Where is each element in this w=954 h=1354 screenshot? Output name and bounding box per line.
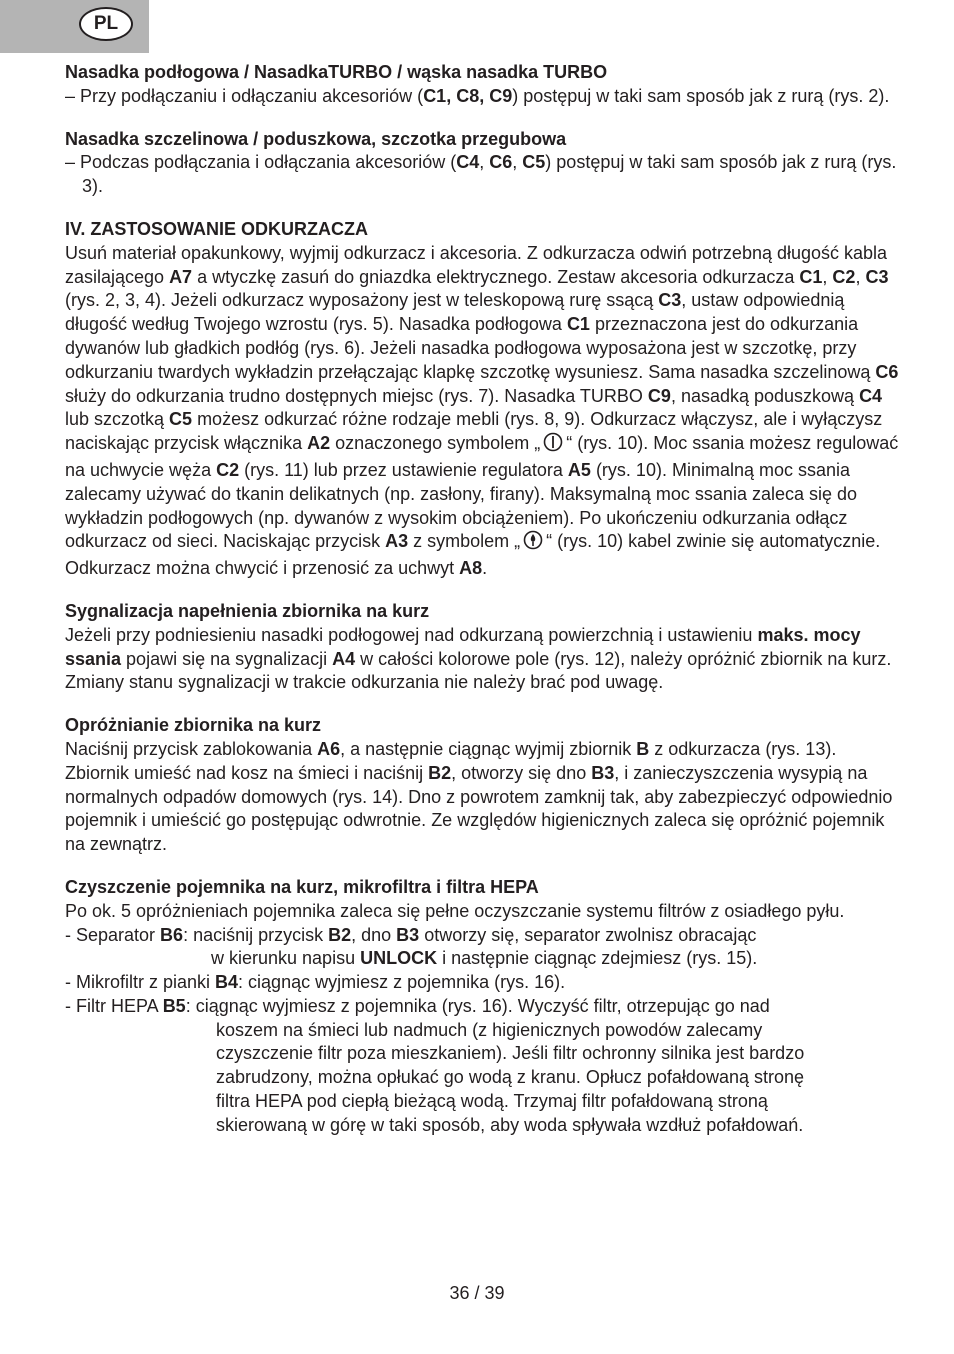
page-number: 36 / 39: [449, 1283, 505, 1303]
section-crevice-nozzle: [65, 128, 905, 199]
list-item-continuation: w kierunku napisu UNLOCK i następnie ciągnąc zdejmiesz (rys. 15).: [211, 948, 758, 969]
power-symbol-icon: [543, 432, 563, 459]
section-heading: IV. ZASTOSOWANIE ODKURZACZA: [65, 218, 369, 239]
section-heading: Sygnalizacja napełnienia zbiornika na kurz: [65, 600, 430, 621]
document-body: [65, 61, 905, 1157]
paragraph: – Przy podłączaniu i odłączaniu akcesoriów (C1, C8, C9) postępuj w taki sam sposób jak z rurą (rys. 2).: [65, 85, 890, 106]
cable-rewind-icon: [523, 530, 543, 557]
section-dust-indicator: [65, 600, 905, 695]
list-item-continuation: zabrudzony, można opłukać go wodą z kranu. Opłucz pofałdowaną stronę: [216, 1067, 805, 1088]
list-item: - Mikrofiltr z pianki B4: ciągnąc wyjmiesz z pojemnika (rys. 16).: [65, 972, 566, 993]
list-item-continuation: filtra HEPA pod ciepłą bieżącą wodą. Trzymaj filtr pofałdowaną stroną: [216, 1091, 768, 1112]
language-badge: PL: [79, 7, 133, 41]
list-item-continuation: skierowaną w górę w taki sposób, aby woda spływała wzdłuż pofałdowań.: [216, 1114, 804, 1135]
list-item: - Separator B6: naciśnij przycisk B2, dno B3 otworzy się, separator zwolnisz obracając: [65, 924, 757, 945]
section-heading: Nasadka szczelinowa / poduszkowa, szczotka przegubowa: [65, 128, 567, 149]
list-item-continuation: czyszczenie filtr poza mieszkaniem). Jeśli filtr ochronny silnika jest bardzo: [216, 1043, 805, 1064]
section-heading: Czyszczenie pojemnika na kurz, mikrofiltra i filtra HEPA: [65, 876, 539, 897]
paragraph: Usuń materiał opakunkowy, wyjmij odkurzacz i akcesoria. Z odkurzacza odwiń potrzebną długość kabla zasilającego A7 a wtyczkę zasuń do gniazdka elektrycznego. Zestaw akcesoria odkurzacza C1, C2, C3 (rys. 2, 3, 4). Jeżeli odkurzacz wyposażony jest w teleskopową rurę ssącą C3, ustaw odpowiednią długość według Twojego wzrostu (rys. 5). Nasadka podłogowa C1 przeznaczona jest do odkurzania dywanów lub gładkich podłóg (rys. 6). Jeżeli nasadka podłogowa wyposażona jest w szczotkę, przy odkurzaniu twardych wykładzin przełączając klapkę szczotkę wysuniesz. Sama nasadka szczelinową C6 służy do odkurzania trudno dostępnych miejsc (rys. 7). Nasadka TURBO C9, nasadką poduszkową C4 lub szczotką C5 możesz odkurzać różne rodzaje mebli (rys. 8, 9). Odkurzacz włączysz, ale i wyłączysz naciskając przycisk włącznika A2 oznaczonego symbolem „ “ (rys. 10). Moc ssania możesz regulować na uchwycie węża C2 (rys. 11) lub przez ustawienie regulatora A5 (rys. 10). Minimalną moc ssania zalecamy używać do tkanin delikatnych (np. zasłony, firany). Maksymalną moc ssania zaleca się do wykładzin podłogowych (np. dywanów z wysokim obciążeniem). Po ukończeniu odkurzania odłącz odkurzacz od sieci. Naciskając przycisk A3 z symbolem „ “ (rys. 10) kabel zwinie się automatycznie. Odkurzacz można chwycić i przenosić za uchwyt A8.: [65, 242, 899, 579]
paragraph: Jeżeli przy podniesieniu nasadki podłogowej nad odkurzaną powierzchnią i ustawieniu maks. mocy ssania pojawi się na sygnalizacji A4 w całości kolorowe pole (rys. 12), należy opróżnić zbiornik na kurz. Zmiany stanu sygnalizacji w trakcie odkurzania nie należy brać pod uwagę.: [65, 624, 892, 693]
list-item: - Filtr HEPA B5: ciągnąc wyjmiesz z pojemnika (rys. 16). Wyczyść filtr, otrzepując go nad: [65, 995, 770, 1016]
section-usage: [65, 218, 905, 581]
section-heading: Opróżnianie zbiornika na kurz: [65, 715, 322, 736]
paragraph: – Podczas podłączania i odłączania akcesoriów (C4, C6, C5) postępuj w taki sam sposób jak z rurą (rys. 3).: [65, 152, 897, 197]
paragraph: Po ok. 5 opróżnieniach pojemnika zaleca się pełne oczyszczanie systemu filtrów z osiadłego pyłu.: [65, 900, 845, 921]
section-emptying: [65, 714, 905, 857]
list-item-continuation: koszem na śmieci lub nadmuch (z higienicznych powodów zalecamy: [216, 1019, 763, 1040]
section-floor-nozzle: [65, 61, 905, 109]
section-filter-cleaning: [65, 876, 905, 1138]
paragraph: Naciśnij przycisk zablokowania A6, a następnie ciągnąc wyjmij zbiornik B z odkurzacza (rys. 13). Zbiornik umieść nad kosz na śmieci i naciśnij B2, otworzy się dno B3, i zanieczyszczenia wysypią na normalnych odpadów domowych (rys. 14). Dno z powrotem zamknij tak, aby zabezpieczyć odpowiednio pojemnik i umieścić go postępując odwrotnie. Ze względów higienicznych zaleca się opróżnić pojemnik na zewnątrz.: [65, 738, 893, 855]
section-heading: Nasadka podłogowa / NasadkaTURBO / wąska nasadka TURBO: [65, 62, 608, 82]
